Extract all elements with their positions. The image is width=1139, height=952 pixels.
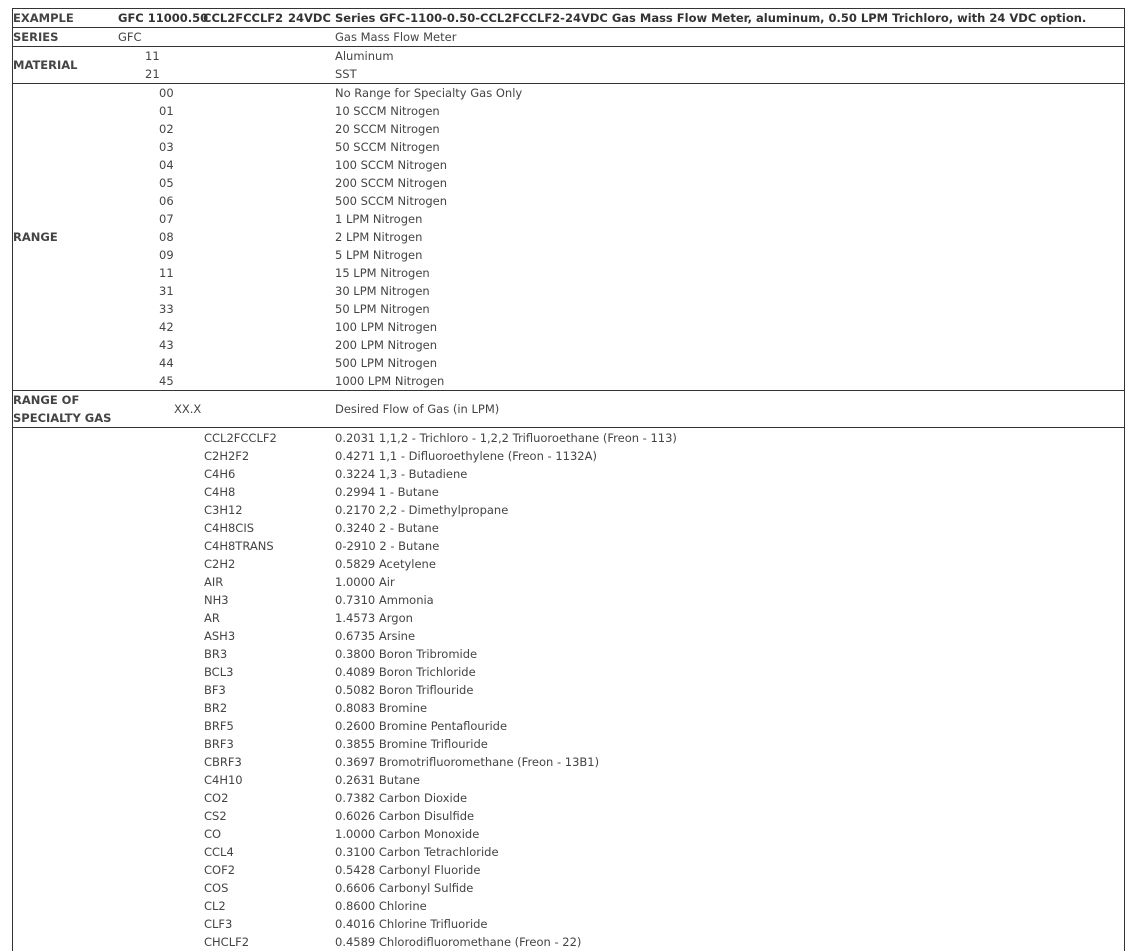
gas-option-row-code: BR3 bbox=[204, 647, 228, 661]
gas-option-row-code: ASH3 bbox=[204, 629, 236, 643]
specialty-range-section bbox=[12, 390, 1125, 427]
gas-option-row-code: C2H2 bbox=[204, 557, 236, 571]
range-option-row bbox=[13, 318, 1124, 336]
gas-option-row-description: 0.2170 2,2 - Dimethylpropane bbox=[335, 503, 509, 517]
gas-option-row-description: 0.4271 1,1 - Difluoroethylene (Freon - 1132A) bbox=[335, 449, 597, 463]
gas-option-row-code: BRF5 bbox=[204, 719, 234, 733]
gas-option-row-description: 0.5428 Carbonyl Fluoride bbox=[335, 863, 481, 877]
gas-option-row-description: 0.3100 Carbon Tetrachloride bbox=[335, 845, 499, 859]
range-option-row bbox=[13, 138, 1124, 156]
specialty-range-code: XX.X bbox=[174, 402, 202, 416]
range-option-row bbox=[13, 300, 1124, 318]
gas-option-row bbox=[13, 933, 1124, 951]
gas-option-row-description: 0.4089 Boron Trichloride bbox=[335, 665, 476, 679]
gas-option-row bbox=[13, 735, 1124, 753]
gas-option-row-description: 1.4573 Argon bbox=[335, 611, 413, 625]
range-option-row-description: 15 LPM Nitrogen bbox=[335, 266, 430, 280]
gas-option-row-description: 0.7310 Ammonia bbox=[335, 593, 434, 607]
range-option-row-description: 200 SCCM Nitrogen bbox=[335, 176, 448, 190]
range-option-row bbox=[13, 210, 1124, 228]
gas-option-row-description: 0.6606 Carbonyl Sulfide bbox=[335, 881, 474, 895]
range-option-row bbox=[13, 246, 1124, 264]
gas-option-row bbox=[13, 879, 1124, 897]
range-option-row bbox=[13, 156, 1124, 174]
gas-option-row bbox=[13, 681, 1124, 699]
range-option-row-description: 5 LPM Nitrogen bbox=[335, 248, 423, 262]
range-option-row-code: 08 bbox=[159, 230, 174, 244]
gas-option-row-description: 0.7382 Carbon Dioxide bbox=[335, 791, 468, 805]
range-option-row-description: 200 LPM Nitrogen bbox=[335, 338, 438, 352]
gas-option-row-code: C4H8CIS bbox=[204, 521, 255, 535]
material-option-row bbox=[13, 65, 1124, 83]
range-option-row-code: 05 bbox=[159, 176, 174, 190]
range-option-row-code: 44 bbox=[159, 356, 174, 370]
gas-section bbox=[12, 427, 1125, 951]
gas-option-row bbox=[13, 645, 1124, 663]
series-description: Gas Mass Flow Meter bbox=[335, 30, 457, 44]
material-option-row-code: 11 bbox=[145, 49, 160, 63]
gas-option-row-description: 0.3240 2 - Butane bbox=[335, 521, 439, 535]
range-option-row-code: 33 bbox=[159, 302, 174, 316]
range-option-row-description: 1000 LPM Nitrogen bbox=[335, 374, 445, 388]
gas-option-row-description: 1.0000 Carbon Monoxide bbox=[335, 827, 480, 841]
range-option-row-description: 10 SCCM Nitrogen bbox=[335, 104, 440, 118]
example-label: EXAMPLE bbox=[13, 11, 74, 25]
gas-option-row-code: CBRF3 bbox=[204, 755, 242, 769]
range-option-row-code: 42 bbox=[159, 320, 174, 334]
gas-option-row-description: 0-2910 2 - Butane bbox=[335, 539, 440, 553]
range-option-row-description: 100 SCCM Nitrogen bbox=[335, 158, 448, 172]
range-option-row bbox=[13, 264, 1124, 282]
material-section bbox=[12, 46, 1125, 83]
gas-option-row-code: COS bbox=[204, 881, 229, 895]
gas-option-row-code: CL2 bbox=[204, 899, 226, 913]
gas-option-row bbox=[13, 537, 1124, 555]
gas-option-row-description: 1.0000 Air bbox=[335, 575, 395, 589]
range-option-row-description: 30 LPM Nitrogen bbox=[335, 284, 430, 298]
gas-option-row bbox=[13, 717, 1124, 735]
gas-option-row-description: 0.6026 Carbon Disulfide bbox=[335, 809, 475, 823]
gas-option-row-description: 0.3855 Bromine Triflouride bbox=[335, 737, 488, 751]
gas-option-row bbox=[13, 429, 1124, 447]
specialty-range-label bbox=[13, 391, 111, 427]
gas-option-row-description: 0.5829 Acetylene bbox=[335, 557, 436, 571]
gas-option-row-code: C4H8TRANS bbox=[204, 539, 274, 553]
range-option-row-description: 1 LPM Nitrogen bbox=[335, 212, 423, 226]
gas-option-row bbox=[13, 771, 1124, 789]
gas-option-row bbox=[13, 699, 1124, 717]
range-option-row-code: 02 bbox=[159, 122, 174, 136]
specialty-range-label-line2: SPECIALTY GAS bbox=[13, 411, 112, 425]
example-row bbox=[13, 9, 1124, 27]
range-option-row-description: 2 LPM Nitrogen bbox=[335, 230, 423, 244]
range-option-row bbox=[13, 372, 1124, 390]
range-option-row-code: 03 bbox=[159, 140, 174, 154]
gas-option-row bbox=[13, 663, 1124, 681]
range-option-row-code: 06 bbox=[159, 194, 174, 208]
gas-option-row-code: NH3 bbox=[204, 593, 229, 607]
range-option-row-description: 500 SCCM Nitrogen bbox=[335, 194, 448, 208]
gas-option-row bbox=[13, 465, 1124, 483]
gas-option-row bbox=[13, 753, 1124, 771]
range-option-row-description: 500 LPM Nitrogen bbox=[335, 356, 438, 370]
gas-option-row bbox=[13, 483, 1124, 501]
gas-option-row bbox=[13, 915, 1124, 933]
range-option-row-description: 20 SCCM Nitrogen bbox=[335, 122, 440, 136]
gas-option-row-code: C2H2F2 bbox=[204, 449, 250, 463]
gas-option-row-code: C4H10 bbox=[204, 773, 243, 787]
gas-option-row bbox=[13, 807, 1124, 825]
gas-option-row bbox=[13, 897, 1124, 915]
material-option-row-description: SST bbox=[335, 67, 357, 81]
range-option-row bbox=[13, 120, 1124, 138]
example-code-gas: CCL2FCCLF2 bbox=[203, 11, 284, 25]
range-option-row bbox=[13, 174, 1124, 192]
range-option-row-description: 50 SCCM Nitrogen bbox=[335, 140, 440, 154]
gas-option-row-code: C3H12 bbox=[204, 503, 243, 517]
gas-option-row bbox=[13, 447, 1124, 465]
range-label: RANGE bbox=[13, 230, 58, 244]
gas-option-row-code: CLF3 bbox=[204, 917, 233, 931]
gas-option-row bbox=[13, 591, 1124, 609]
range-option-row-code: 04 bbox=[159, 158, 174, 172]
range-option-row-code: 07 bbox=[159, 212, 174, 226]
gas-option-row bbox=[13, 519, 1124, 537]
series-code: GFC bbox=[118, 30, 142, 44]
gas-option-row bbox=[13, 555, 1124, 573]
gas-option-row-code: CO2 bbox=[204, 791, 229, 805]
gas-option-row bbox=[13, 825, 1124, 843]
range-option-row-code: 31 bbox=[159, 284, 174, 298]
range-section bbox=[12, 83, 1125, 390]
gas-option-row-code: CCL4 bbox=[204, 845, 234, 859]
gas-option-row bbox=[13, 501, 1124, 519]
gas-option-row-description: 0.2031 1,1,2 - Trichloro - 1,2,2 Trifluoroethane (Freon - 113) bbox=[335, 431, 677, 445]
material-option-row-description: Aluminum bbox=[335, 49, 394, 63]
gas-option-row bbox=[13, 861, 1124, 879]
gas-option-row-description: 0.8083 Bromine bbox=[335, 701, 428, 715]
range-option-row bbox=[13, 192, 1124, 210]
material-option-row-code: 21 bbox=[145, 67, 160, 81]
gas-option-row bbox=[13, 843, 1124, 861]
range-option-row bbox=[13, 84, 1124, 102]
gas-option-row-code: COF2 bbox=[204, 863, 236, 877]
range-option-row-code: 43 bbox=[159, 338, 174, 352]
gas-option-row-code: CCL2FCCLF2 bbox=[204, 431, 277, 445]
gas-option-row-description: 0.2631 Butane bbox=[335, 773, 420, 787]
gas-option-row-code: BCL3 bbox=[204, 665, 234, 679]
gas-option-row-description: 0.4016 Chlorine Trifluoride bbox=[335, 917, 488, 931]
gas-option-row-code: BRF3 bbox=[204, 737, 234, 751]
gas-option-row-code: AIR bbox=[204, 575, 224, 589]
gas-option-row-code: CO bbox=[204, 827, 222, 841]
example-description: Series GFC-1100-0.50-CCL2FCCLF2-24VDC Gas Mass Flow Meter, aluminum, 0.50 LPM Trichloro, with 24 VDC option. bbox=[335, 11, 1087, 25]
example-code-model: GFC 11000.50 bbox=[118, 11, 209, 25]
range-option-row-description: No Range for Specialty Gas Only bbox=[335, 86, 523, 100]
gas-option-row bbox=[13, 627, 1124, 645]
range-option-row-code: 01 bbox=[159, 104, 174, 118]
gas-option-row-code: C4H6 bbox=[204, 467, 236, 481]
gas-option-row-description: 0.2994 1 - Butane bbox=[335, 485, 439, 499]
gas-option-row-description: 0.3697 Bromotrifluoromethane (Freon - 13B1) bbox=[335, 755, 600, 769]
example-section bbox=[12, 8, 1125, 27]
gas-option-row-code: C4H8 bbox=[204, 485, 236, 499]
range-option-row-description: 100 LPM Nitrogen bbox=[335, 320, 438, 334]
range-option-row bbox=[13, 354, 1124, 372]
range-option-row bbox=[13, 102, 1124, 120]
specialty-range-label-line1: RANGE OF bbox=[13, 393, 80, 407]
gas-option-row bbox=[13, 609, 1124, 627]
example-code-option: 24VDC bbox=[288, 11, 331, 25]
gas-option-row bbox=[13, 573, 1124, 591]
specialty-range-description: Desired Flow of Gas (in LPM) bbox=[335, 402, 500, 416]
gas-option-row-code: BR2 bbox=[204, 701, 228, 715]
gas-option-row-description: 0.8600 Chlorine bbox=[335, 899, 427, 913]
gas-option-row-description: 0.5082 Boron Triflouride bbox=[335, 683, 474, 697]
gas-option-row bbox=[13, 789, 1124, 807]
gas-option-row-description: 0.3224 1,3 - Butadiene bbox=[335, 467, 468, 481]
series-row bbox=[13, 28, 1124, 46]
range-option-row-code: 00 bbox=[159, 86, 174, 100]
gas-option-row-code: CHCLF2 bbox=[204, 935, 250, 949]
range-option-row bbox=[13, 336, 1124, 354]
range-option-row-description: 50 LPM Nitrogen bbox=[335, 302, 430, 316]
material-option-row bbox=[13, 47, 1124, 65]
range-option-row-code: 09 bbox=[159, 248, 174, 262]
gas-option-row-description: 0.4589 Chlorodifluoromethane (Freon - 22) bbox=[335, 935, 582, 949]
gas-option-row-code: BF3 bbox=[204, 683, 226, 697]
range-option-row-code: 45 bbox=[159, 374, 174, 388]
range-option-row bbox=[13, 228, 1124, 246]
gas-option-row-description: 0.2600 Bromine Pentaflouride bbox=[335, 719, 508, 733]
range-option-row bbox=[13, 282, 1124, 300]
gas-option-row-code: CS2 bbox=[204, 809, 227, 823]
material-label: MATERIAL bbox=[13, 58, 78, 72]
ordering-code-table bbox=[12, 8, 1125, 951]
series-section bbox=[12, 27, 1125, 46]
gas-option-row-description: 0.6735 Arsine bbox=[335, 629, 416, 643]
series-label: SERIES bbox=[13, 30, 59, 44]
range-option-row-code: 11 bbox=[159, 266, 174, 280]
gas-option-row-code: AR bbox=[204, 611, 220, 625]
gas-option-row-description: 0.3800 Boron Tribromide bbox=[335, 647, 478, 661]
